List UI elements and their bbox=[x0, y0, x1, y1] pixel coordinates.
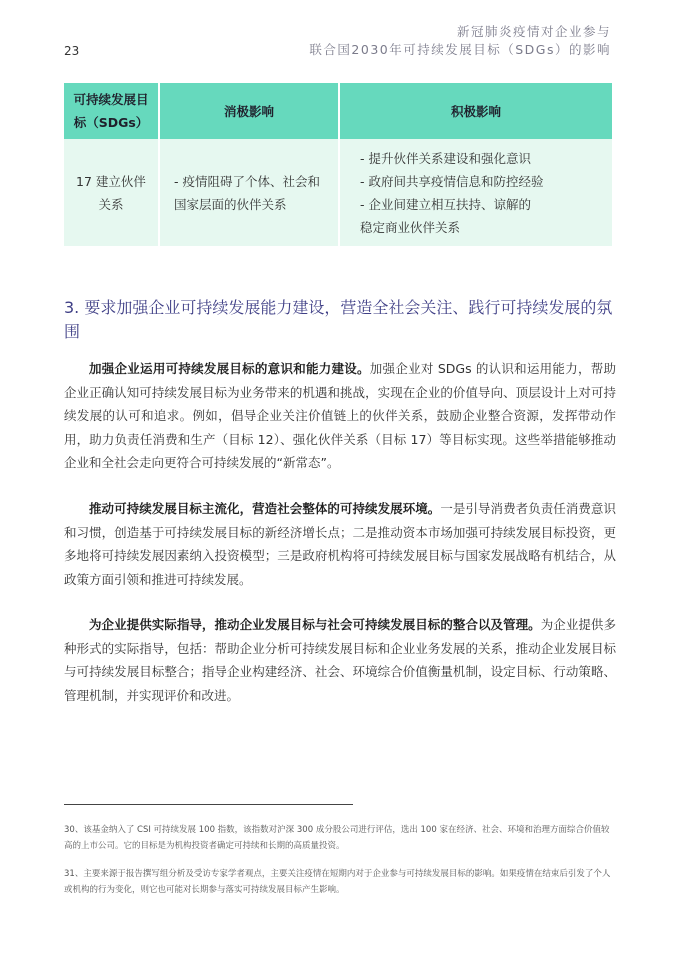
table-row bbox=[64, 139, 612, 246]
paragraph-lead: 加强企业运用可持续发展目标的意识和能力建设。 bbox=[89, 361, 370, 376]
positive-impact-item: - 政府间共享疫情信息和防控经验 bbox=[360, 173, 544, 189]
paragraph-lead: 为企业提供实际指导，推动企业发展目标与社会可持续发展目标的整合以及管理。 bbox=[89, 617, 541, 632]
header-negative-impact: 消极影响 bbox=[159, 83, 339, 139]
paragraph-body: 一是引导消费者负责任消费意识和习惯，创造基于可持续发展目标的新经济增长点；二是推动资本市场加强可持续发展目标投资，更多地将可持续发展因素纳入投资模型；三是政府机构将可持续发展目标与国家发展战略有机结合，从政策方面引领和推进可持续发展。 bbox=[64, 501, 616, 587]
footnote-30: 30、该基金纳入了 CSI 可持续发展 100 指数，该指数对沪深 300 成分股公司进行评估，选出 100 家在经济、社会、环境和治理方面综合价值较高的上市公司。它的目标是为机构投资者确定可持续和长期的高质量投资。 bbox=[64, 825, 610, 851]
positive-impact-cell bbox=[339, 139, 612, 246]
paragraph bbox=[64, 497, 616, 591]
report-title-line-2: 联合国2030年可持续发展目标（SDGs）的影响 bbox=[309, 42, 611, 57]
paragraph bbox=[64, 613, 616, 707]
header-positive-impact: 积极影响 bbox=[339, 83, 612, 139]
page-number: 23 bbox=[64, 44, 80, 58]
footnote-31: 31、主要来源于报告撰写组分析及受访专家学者观点，主要关注疫情在短期内对于企业参与可持续发展目标的影响。如果疫情在结束后引发了个人或机构的行为变化，则它也可能对长期参与落实可持续发展目标产生影响。 bbox=[64, 869, 611, 895]
section-heading: 3. 要求加强企业可持续发展能力建设，营造全社会关注、践行可持续发展的氛围 bbox=[64, 298, 613, 341]
positive-impact-item: 稳定商业伙伴关系 bbox=[360, 219, 461, 235]
footnote-divider bbox=[64, 804, 353, 805]
paragraph-body: 加强企业对 SDGs 的认识和运用能力，帮助企业正确认知可持续发展目标为业务带来的机遇和挑战，实现在企业的价值导向、顶层设计上对可持续发展的认可和追求。例如，倡导企业关注价值链上的伙伴关系，鼓励企业整合资源，发挥带动作用，助力负责任消费和生产（目标 12）、强化伙伴关系（目标 17）等目标实现。这些举措能够推动企业和全社会走向更符合可持续发展的“新常态”。 bbox=[64, 361, 616, 470]
negative-impact-cell: - 疫情阻碍了个体、社会和国家层面的伙伴关系 bbox=[159, 139, 339, 246]
positive-impact-item: - 企业间建立相互扶持、谅解的 bbox=[360, 196, 531, 212]
goal-cell: 17 建立伙伴关系 bbox=[64, 139, 159, 246]
paragraph bbox=[64, 357, 616, 475]
sdg-impact-table bbox=[64, 83, 612, 246]
header-goal: 可持续发展目标（SDGs） bbox=[64, 83, 159, 139]
paragraph-lead: 推动可持续发展目标主流化，营造社会整体的可持续发展环境。 bbox=[89, 501, 441, 516]
paragraph-body: 为企业提供多种形式的实际指导，包括：帮助企业分析可持续发展目标和企业业务发展的关系，推动企业发展目标与可持续发展目标整合；指导企业构建经济、社会、环境综合价值衡量机制，设定目标、行动策略、管理机制，并实现评价和改进。 bbox=[64, 617, 616, 703]
table-header-row bbox=[64, 83, 612, 139]
positive-impact-item: - 提升伙伴关系建设和强化意识 bbox=[360, 150, 531, 166]
report-title-line-1: 新冠肺炎疫情对企业参与 bbox=[456, 24, 611, 39]
